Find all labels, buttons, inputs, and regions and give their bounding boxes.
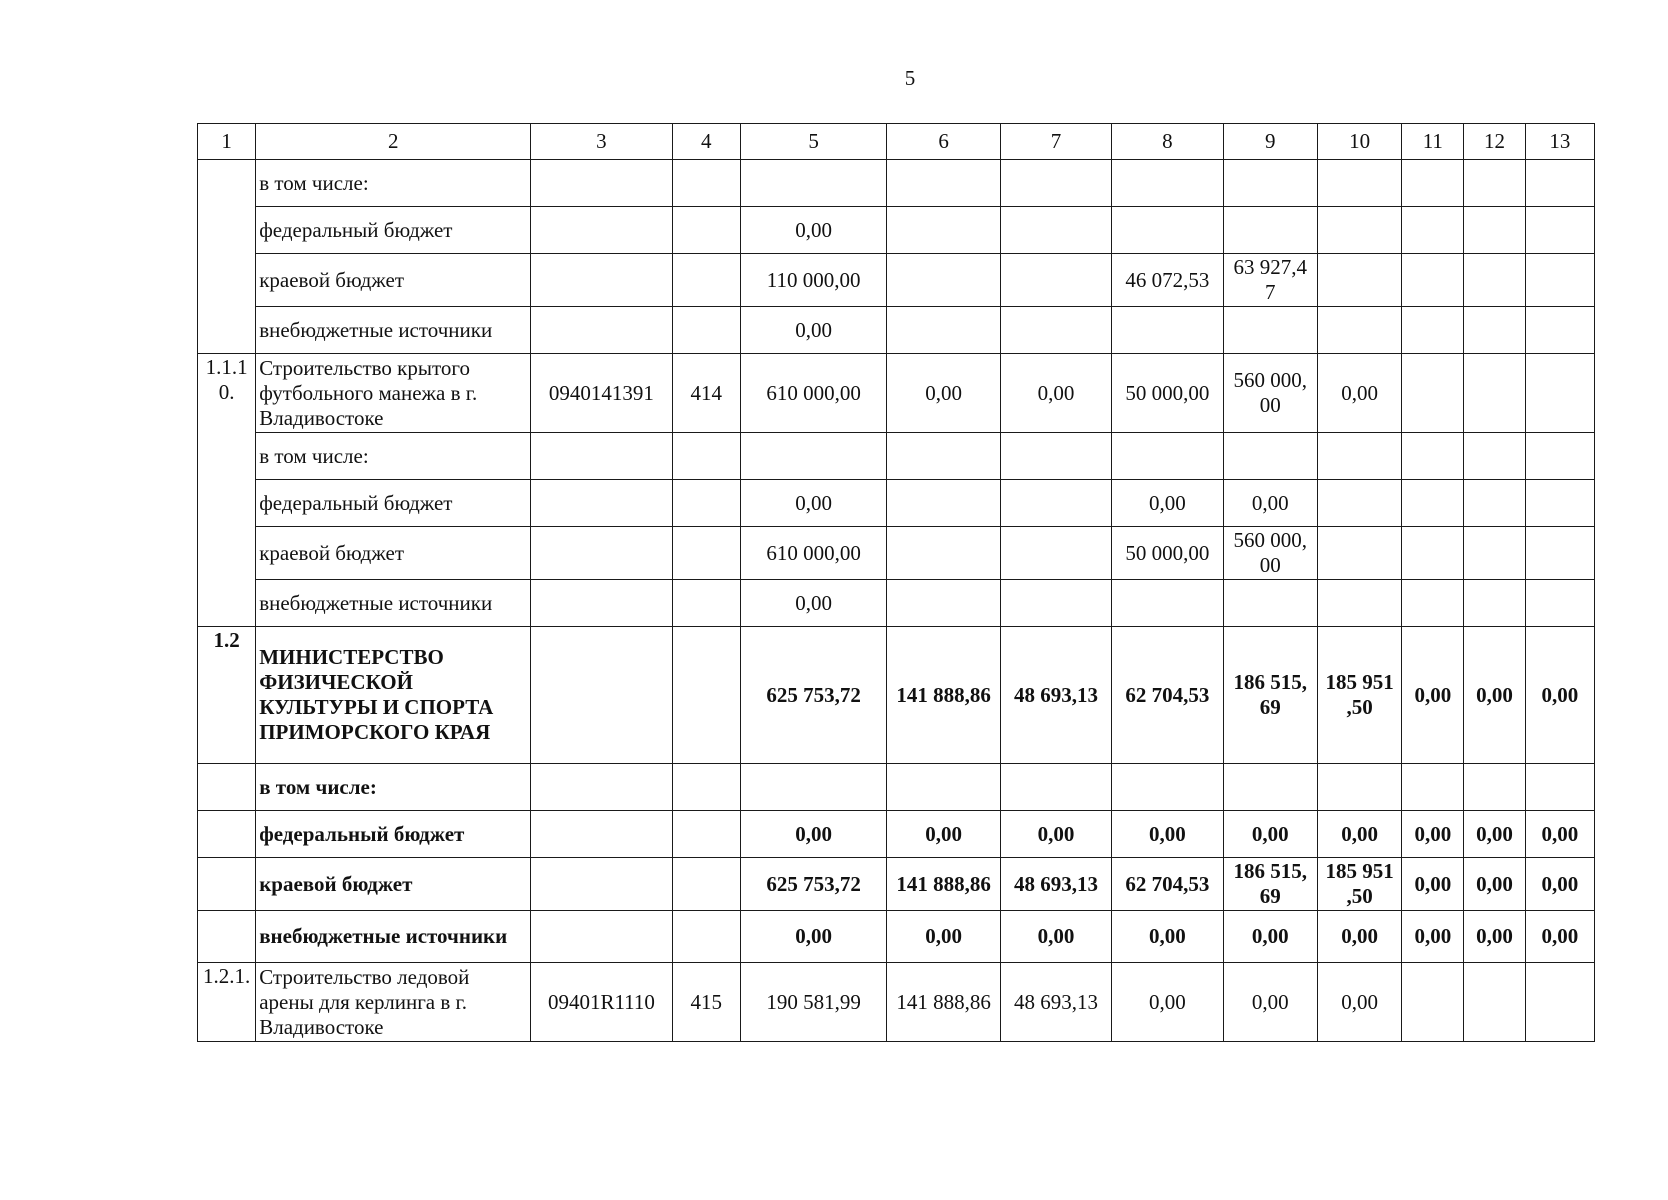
- column-header: 4: [672, 124, 740, 160]
- value-cell-code: 09401R1110: [531, 963, 673, 1042]
- value-cell-c5: 625 753,72: [740, 858, 887, 911]
- value-cell-c4: [672, 433, 740, 480]
- value-cell-c12: [1464, 254, 1525, 307]
- value-cell-c10: 0,00: [1317, 811, 1401, 858]
- value-cell-c11: [1402, 433, 1464, 480]
- row-index-cell: [198, 160, 256, 354]
- table-row: [198, 858, 1595, 911]
- column-header: 9: [1223, 124, 1317, 160]
- value-cell-c10: [1317, 580, 1401, 627]
- row-name-cell: федеральный бюджет: [256, 207, 531, 254]
- value-cell-c10: [1317, 433, 1401, 480]
- value-cell-c9: 0,00: [1223, 911, 1317, 963]
- value-cell-code: [531, 627, 673, 764]
- value-cell-c11: [1402, 527, 1464, 580]
- value-cell-c12: [1464, 307, 1525, 354]
- value-cell-c7: 0,00: [1000, 354, 1111, 433]
- table-row: [198, 354, 1595, 433]
- value-cell-c8: [1112, 160, 1223, 207]
- value-cell-c12: [1464, 207, 1525, 254]
- table-row: [198, 764, 1595, 811]
- value-cell-c6: 141 888,86: [887, 963, 1000, 1042]
- value-cell-c11: 0,00: [1402, 911, 1464, 963]
- value-cell-c9: 0,00: [1223, 480, 1317, 527]
- value-cell-c9: [1223, 207, 1317, 254]
- column-header: 3: [531, 124, 673, 160]
- table-row: [198, 160, 1595, 207]
- value-cell-c5: 0,00: [740, 811, 887, 858]
- value-cell-c12: [1464, 354, 1525, 433]
- value-cell-c8: 0,00: [1112, 963, 1223, 1042]
- row-name-cell: внебюджетные источники: [256, 580, 531, 627]
- value-cell-c6: [887, 480, 1000, 527]
- value-cell-c4: [672, 307, 740, 354]
- value-cell-c5: 0,00: [740, 480, 887, 527]
- table-row: [198, 480, 1595, 527]
- value-cell-code: [531, 480, 673, 527]
- value-cell-c6: [887, 254, 1000, 307]
- budget-table: [197, 123, 1595, 1042]
- value-cell-c4: [672, 580, 740, 627]
- value-cell-code: [531, 580, 673, 627]
- value-cell-c10: [1317, 764, 1401, 811]
- value-cell-c6: 0,00: [887, 354, 1000, 433]
- row-index-cell: [198, 764, 256, 811]
- value-cell-c10: [1317, 480, 1401, 527]
- value-cell-c7: [1000, 480, 1111, 527]
- row-name-cell: внебюджетные источники: [256, 307, 531, 354]
- table-row: [198, 433, 1595, 480]
- column-header: 10: [1317, 124, 1401, 160]
- header-row: [198, 124, 1595, 160]
- value-cell-c13: [1525, 160, 1594, 207]
- value-cell-c12: [1464, 160, 1525, 207]
- value-cell-c6: [887, 764, 1000, 811]
- value-cell-c11: 0,00: [1402, 627, 1464, 764]
- value-cell-c7: [1000, 160, 1111, 207]
- value-cell-c13: 0,00: [1525, 858, 1594, 911]
- column-header: 2: [256, 124, 531, 160]
- value-cell-c8: [1112, 580, 1223, 627]
- value-cell-c7: 48 693,13: [1000, 627, 1111, 764]
- value-cell-c11: [1402, 207, 1464, 254]
- table-row: [198, 580, 1595, 627]
- value-cell-code: 0940141391: [531, 354, 673, 433]
- value-cell-c9: 0,00: [1223, 811, 1317, 858]
- table-row: [198, 811, 1595, 858]
- value-cell-c11: [1402, 580, 1464, 627]
- value-cell-c11: [1402, 963, 1464, 1042]
- column-header: 1: [198, 124, 256, 160]
- value-cell-c10: [1317, 160, 1401, 207]
- value-cell-c7: 0,00: [1000, 911, 1111, 963]
- column-header: 13: [1525, 124, 1594, 160]
- row-name-cell: краевой бюджет: [256, 858, 531, 911]
- value-cell-c13: [1525, 433, 1594, 480]
- value-cell-c7: [1000, 527, 1111, 580]
- value-cell-c12: [1464, 480, 1525, 527]
- value-cell-c8: 46 072,53: [1112, 254, 1223, 307]
- value-cell-c12: [1464, 764, 1525, 811]
- value-cell-c4: [672, 764, 740, 811]
- row-index-cell: [198, 911, 256, 963]
- value-cell-c8: 0,00: [1112, 811, 1223, 858]
- table-row: [198, 627, 1595, 764]
- value-cell-c12: 0,00: [1464, 627, 1525, 764]
- value-cell-c4: [672, 858, 740, 911]
- value-cell-code: [531, 811, 673, 858]
- value-cell-c11: 0,00: [1402, 858, 1464, 911]
- value-cell-c4: [672, 811, 740, 858]
- value-cell-c7: [1000, 307, 1111, 354]
- value-cell-c7: [1000, 764, 1111, 811]
- value-cell-c6: 0,00: [887, 811, 1000, 858]
- value-cell-code: [531, 307, 673, 354]
- value-cell-c7: [1000, 254, 1111, 307]
- value-cell-c9: [1223, 160, 1317, 207]
- table-row: [198, 207, 1595, 254]
- column-header: 11: [1402, 124, 1464, 160]
- value-cell-c8: [1112, 764, 1223, 811]
- value-cell-c6: [887, 160, 1000, 207]
- value-cell-c8: [1112, 307, 1223, 354]
- value-cell-c6: [887, 580, 1000, 627]
- row-index-cell: [198, 811, 256, 858]
- table-row: [198, 911, 1595, 963]
- row-name-cell: в том числе:: [256, 433, 531, 480]
- value-cell-c11: [1402, 254, 1464, 307]
- value-cell-c13: [1525, 764, 1594, 811]
- row-index-cell: 1.2.1.: [198, 963, 256, 1042]
- value-cell-c13: [1525, 580, 1594, 627]
- value-cell-c12: [1464, 433, 1525, 480]
- page-number: 5: [904, 66, 916, 90]
- value-cell-c12: [1464, 580, 1525, 627]
- value-cell-c7: [1000, 580, 1111, 627]
- column-header: 7: [1000, 124, 1111, 160]
- row-name-cell: федеральный бюджет: [256, 811, 531, 858]
- value-cell-c13: [1525, 963, 1594, 1042]
- value-cell-c5: 625 753,72: [740, 627, 887, 764]
- value-cell-code: [531, 433, 673, 480]
- value-cell-c4: [672, 527, 740, 580]
- value-cell-c9: [1223, 764, 1317, 811]
- value-cell-c11: [1402, 480, 1464, 527]
- row-name-cell: федеральный бюджет: [256, 480, 531, 527]
- value-cell-c13: 0,00: [1525, 627, 1594, 764]
- row-name-cell: в том числе:: [256, 764, 531, 811]
- value-cell-c13: [1525, 254, 1594, 307]
- value-cell-c10: 185 951 ,50: [1317, 627, 1401, 764]
- value-cell-c7: 0,00: [1000, 811, 1111, 858]
- value-cell-c11: [1402, 160, 1464, 207]
- value-cell-c5: 0,00: [740, 307, 887, 354]
- value-cell-c10: 0,00: [1317, 354, 1401, 433]
- row-name-cell: краевой бюджет: [256, 527, 531, 580]
- value-cell-c8: 62 704,53: [1112, 858, 1223, 911]
- value-cell-c8: 62 704,53: [1112, 627, 1223, 764]
- value-cell-c9: 186 515, 69: [1223, 858, 1317, 911]
- value-cell-c13: [1525, 307, 1594, 354]
- value-cell-c5: 0,00: [740, 911, 887, 963]
- value-cell-c12: 0,00: [1464, 858, 1525, 911]
- value-cell-c7: 48 693,13: [1000, 858, 1111, 911]
- value-cell-code: [531, 527, 673, 580]
- value-cell-c10: [1317, 254, 1401, 307]
- value-cell-c7: 48 693,13: [1000, 963, 1111, 1042]
- value-cell-c10: [1317, 207, 1401, 254]
- value-cell-c9: 63 927,4 7: [1223, 254, 1317, 307]
- value-cell-c12: [1464, 527, 1525, 580]
- value-cell-c12: 0,00: [1464, 911, 1525, 963]
- value-cell-c9: [1223, 433, 1317, 480]
- value-cell-c8: 0,00: [1112, 911, 1223, 963]
- value-cell-c6: 141 888,86: [887, 858, 1000, 911]
- value-cell-code: [531, 911, 673, 963]
- value-cell-c5: [740, 160, 887, 207]
- value-cell-code: [531, 207, 673, 254]
- value-cell-c4: [672, 160, 740, 207]
- value-cell-c8: 50 000,00: [1112, 354, 1223, 433]
- value-cell-c5: 0,00: [740, 207, 887, 254]
- value-cell-c6: 141 888,86: [887, 627, 1000, 764]
- value-cell-c10: 0,00: [1317, 963, 1401, 1042]
- value-cell-c4: [672, 254, 740, 307]
- value-cell-c13: 0,00: [1525, 811, 1594, 858]
- value-cell-c7: [1000, 433, 1111, 480]
- row-index-cell: 1.2: [198, 627, 256, 764]
- value-cell-c10: [1317, 307, 1401, 354]
- value-cell-c7: [1000, 207, 1111, 254]
- value-cell-c9: 0,00: [1223, 963, 1317, 1042]
- table-row: [198, 307, 1595, 354]
- value-cell-c13: [1525, 354, 1594, 433]
- value-cell-c9: 560 000, 00: [1223, 527, 1317, 580]
- value-cell-c6: [887, 433, 1000, 480]
- value-cell-c6: 0,00: [887, 911, 1000, 963]
- value-cell-c4: 414: [672, 354, 740, 433]
- row-index-cell: 1.1.1 0.: [198, 354, 256, 627]
- value-cell-c8: 0,00: [1112, 480, 1223, 527]
- value-cell-code: [531, 160, 673, 207]
- value-cell-c4: [672, 480, 740, 527]
- value-cell-c8: [1112, 433, 1223, 480]
- row-name-cell: краевой бюджет: [256, 254, 531, 307]
- value-cell-code: [531, 858, 673, 911]
- value-cell-c5: 610 000,00: [740, 354, 887, 433]
- value-cell-c12: [1464, 963, 1525, 1042]
- value-cell-c10: 0,00: [1317, 911, 1401, 963]
- value-cell-c5: 610 000,00: [740, 527, 887, 580]
- value-cell-code: [531, 254, 673, 307]
- table-row: [198, 527, 1595, 580]
- table-row: [198, 963, 1595, 1042]
- value-cell-c9: [1223, 580, 1317, 627]
- row-index-cell: [198, 858, 256, 911]
- column-header: 8: [1112, 124, 1223, 160]
- value-cell-c6: [887, 207, 1000, 254]
- value-cell-c10: 185 951 ,50: [1317, 858, 1401, 911]
- value-cell-c11: [1402, 307, 1464, 354]
- row-name-cell: МИНИСТЕРСТВО ФИЗИЧЕСКОЙ КУЛЬТУРЫ И СПОРТА ПРИМОРСКОГО КРАЯ: [256, 627, 531, 764]
- value-cell-c13: [1525, 527, 1594, 580]
- value-cell-c5: 190 581,99: [740, 963, 887, 1042]
- value-cell-c11: [1402, 354, 1464, 433]
- value-cell-c11: [1402, 764, 1464, 811]
- value-cell-c9: [1223, 307, 1317, 354]
- column-header: 6: [887, 124, 1000, 160]
- row-name-cell: в том числе:: [256, 160, 531, 207]
- value-cell-c13: [1525, 207, 1594, 254]
- value-cell-c13: 0,00: [1525, 911, 1594, 963]
- value-cell-c8: [1112, 207, 1223, 254]
- value-cell-code: [531, 764, 673, 811]
- row-name-cell: Строительство ледовой арены для керлинга в г. Владивостоке: [256, 963, 531, 1042]
- value-cell-c6: [887, 527, 1000, 580]
- value-cell-c8: 50 000,00: [1112, 527, 1223, 580]
- table-row: [198, 254, 1595, 307]
- value-cell-c4: [672, 627, 740, 764]
- value-cell-c9: 560 000, 00: [1223, 354, 1317, 433]
- value-cell-c5: 0,00: [740, 580, 887, 627]
- column-header: 12: [1464, 124, 1525, 160]
- value-cell-c5: [740, 433, 887, 480]
- row-name-cell: внебюджетные источники: [256, 911, 531, 963]
- value-cell-c12: 0,00: [1464, 811, 1525, 858]
- value-cell-c5: [740, 764, 887, 811]
- value-cell-c4: 415: [672, 963, 740, 1042]
- value-cell-c4: [672, 207, 740, 254]
- value-cell-c6: [887, 307, 1000, 354]
- value-cell-c10: [1317, 527, 1401, 580]
- value-cell-c11: 0,00: [1402, 811, 1464, 858]
- value-cell-c5: 110 000,00: [740, 254, 887, 307]
- value-cell-c4: [672, 911, 740, 963]
- value-cell-c13: [1525, 480, 1594, 527]
- column-header: 5: [740, 124, 887, 160]
- row-name-cell: Строительство крытого футбольного манежа в г. Владивостоке: [256, 354, 531, 433]
- value-cell-c9: 186 515, 69: [1223, 627, 1317, 764]
